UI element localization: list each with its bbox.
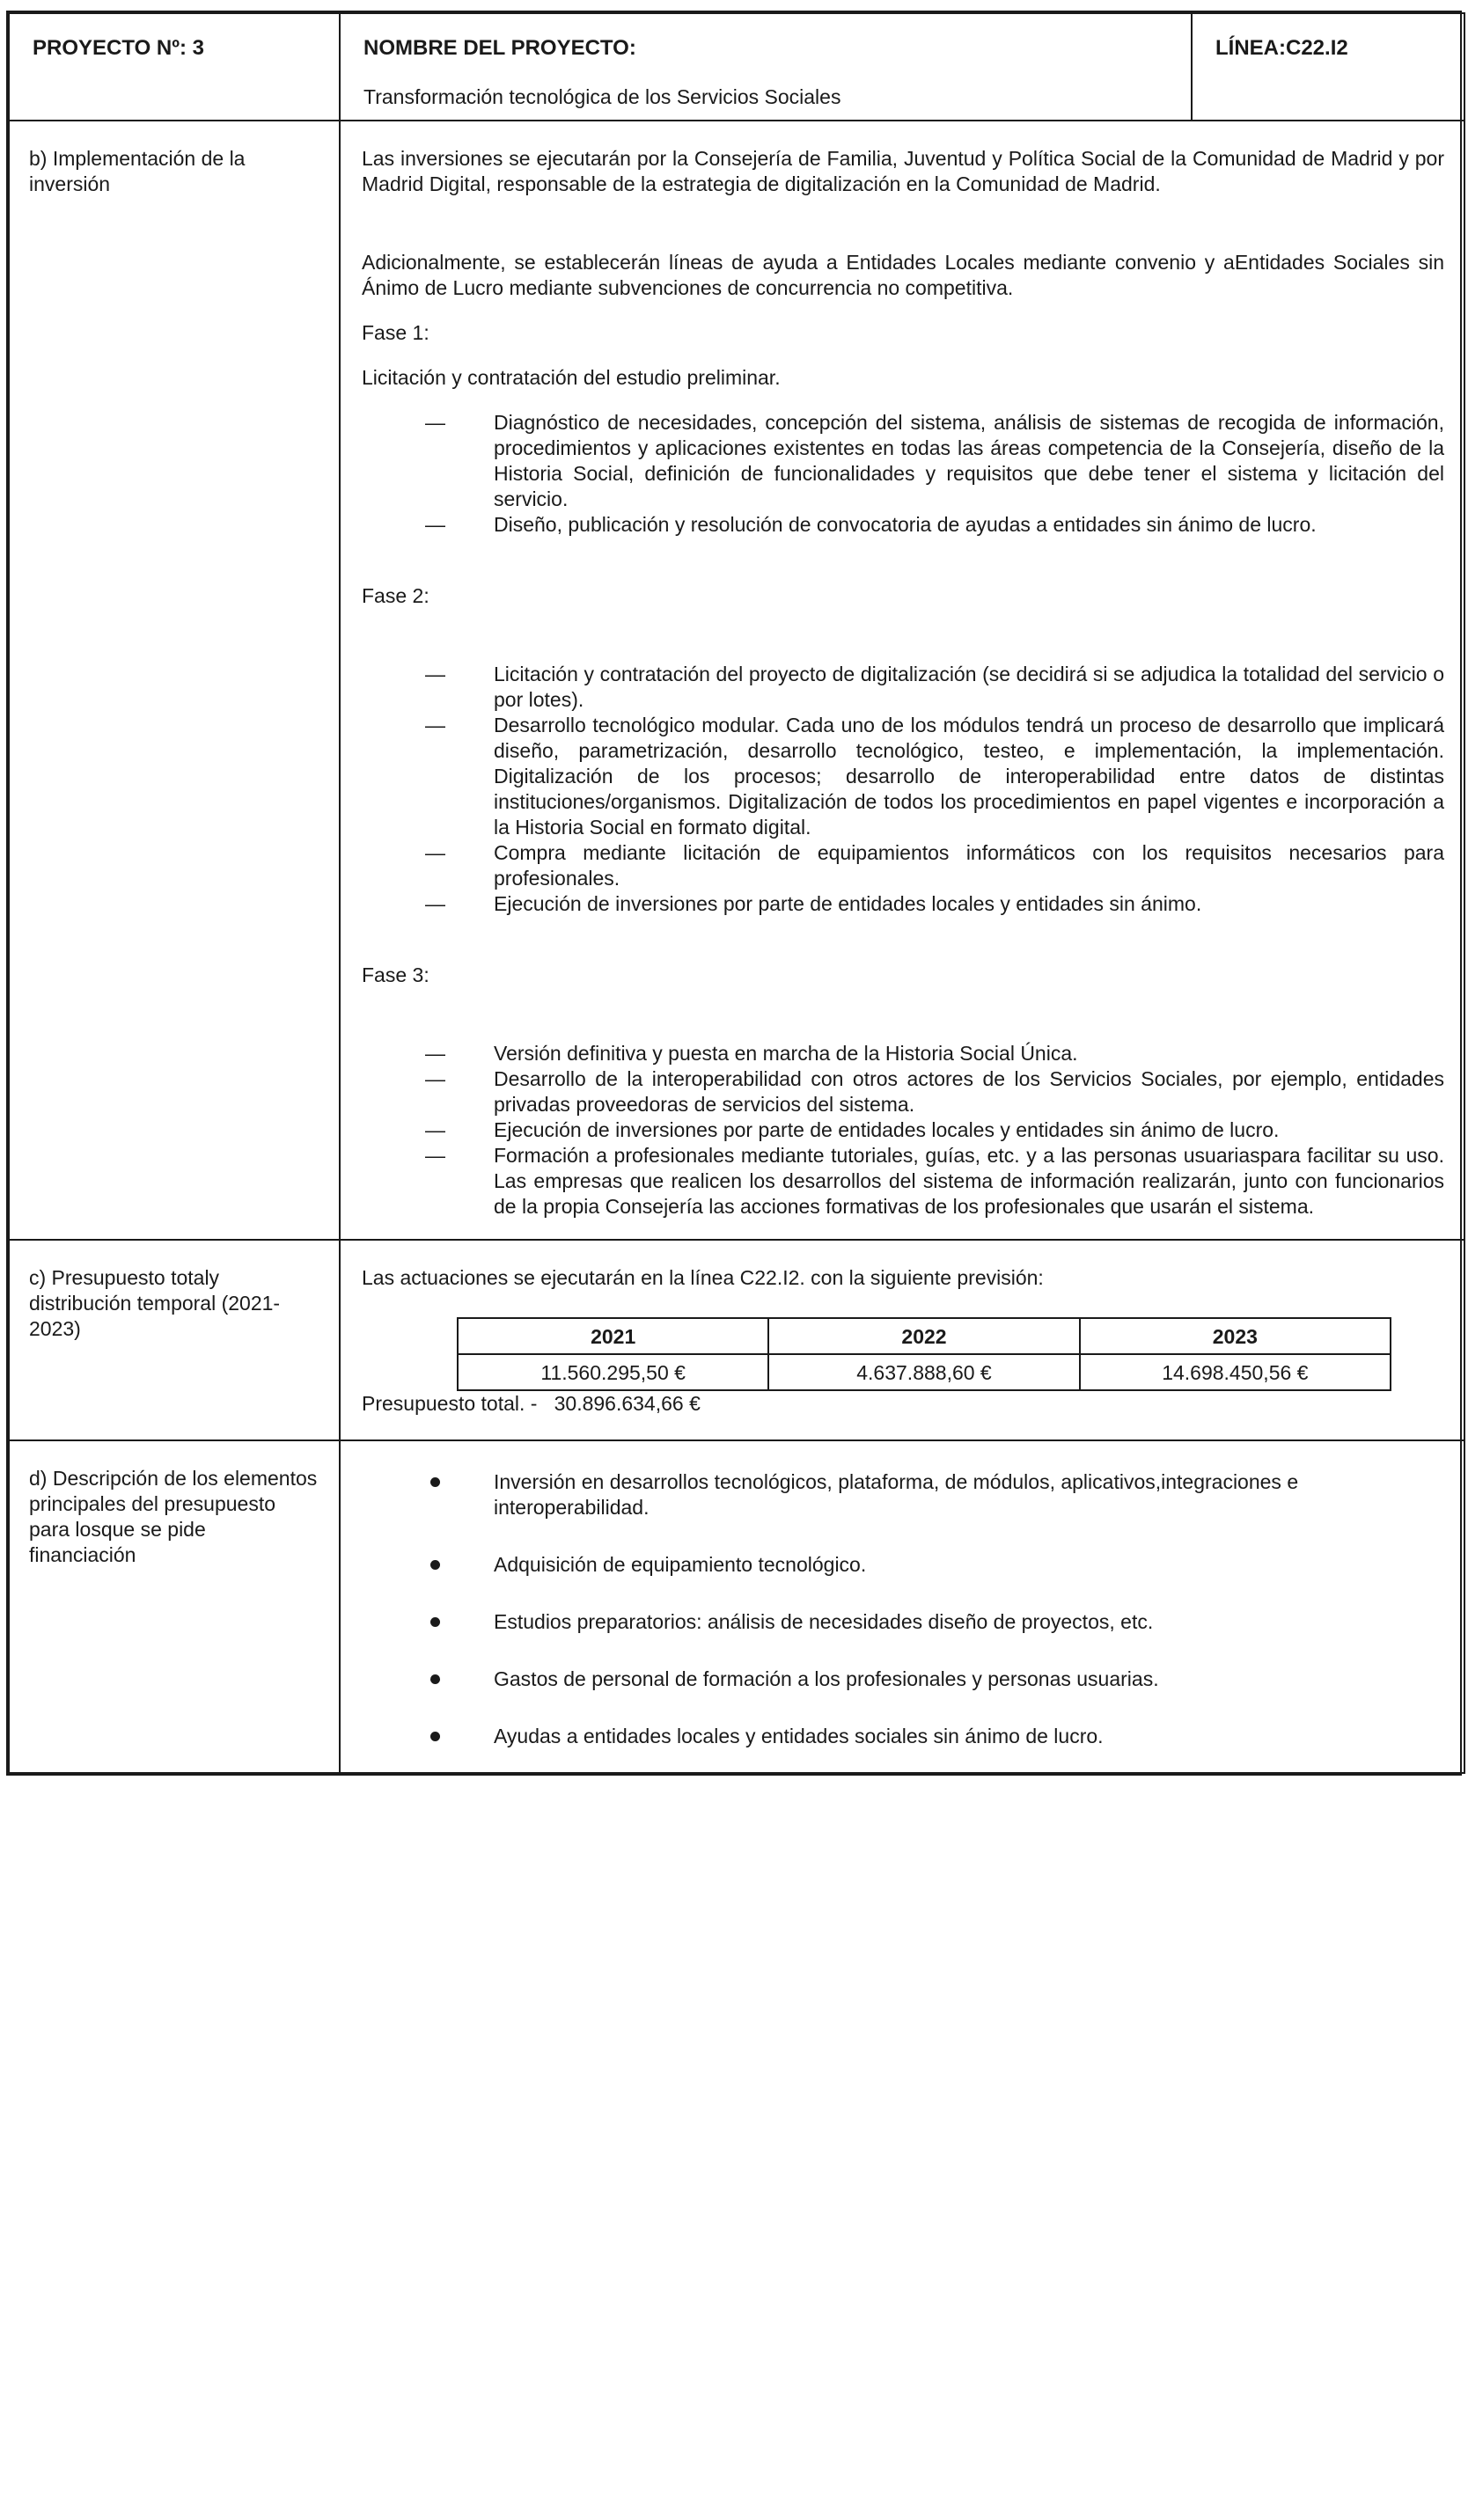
budget-total: Presupuesto total. - 30.896.634,66 € <box>362 1392 701 1415</box>
dash-mark: — <box>425 714 445 736</box>
phase2-list <box>362 662 1444 917</box>
budget-intro: Las actuaciones se ejecutarán en la línea C22.I2. con la siguiente previsión: <box>362 1266 1044 1289</box>
dash-mark: — <box>425 513 445 536</box>
dash-mark: — <box>425 1118 445 1141</box>
implementation-additional: Adicionalmente, se establecerán líneas de ayuda a Entidades Locales mediante convenio y aEntidades Sociales sin Ánimo de Lucro mediante subvenciones de concurrencia no competitiva. <box>362 251 1444 299</box>
list-item: — Diseño, publicación y resolución de convocatoria de ayudas a entidades sin ánimo de lucro. <box>425 513 1317 536</box>
implementation-content-cell <box>340 121 1464 1240</box>
amount-cell: 14.698.450,56 € <box>1080 1354 1391 1390</box>
dash-mark: — <box>425 663 445 685</box>
description-row <box>9 1440 1464 1773</box>
implementation-intro: Las inversiones se ejecutarán por la Consejería de Familia, Juventud y Política Social de la Comunidad de Madrid y por Madrid Digital, responsable de la estrategia de digitalización en la Comunidad de Madrid. <box>362 147 1444 195</box>
implementation-row <box>9 121 1464 1240</box>
phase3-title: Fase 3: <box>362 963 429 986</box>
header-row <box>9 13 1464 121</box>
phase2-title: Fase 2: <box>362 584 429 607</box>
budget-amount-row <box>458 1354 1391 1390</box>
project-name-label: NOMBRE DEL PROYECTO: <box>363 36 636 60</box>
implementation-label-cell <box>9 121 340 1240</box>
description-label-cell <box>9 1440 340 1773</box>
year-header: 2022 <box>768 1318 1079 1354</box>
list-item: — Diagnóstico de necesidades, concepción del sistema, análisis de sistemas de recogida de información, procedimientos y aplicaciones existentes en todas las áreas competencia de la Consejería, diseño de la Historia Social, definición de funcionalidades y requisitos que debe tener el sistema y licitación del servicio. <box>425 411 1444 510</box>
phase1-list <box>362 410 1444 538</box>
phase3-list <box>362 1041 1444 1220</box>
budget-row <box>9 1240 1464 1440</box>
bullet-icon <box>430 1674 440 1684</box>
list-item: Estudios preparatorios: análisis de necesidades diseño de proyectos, etc. <box>362 1609 1444 1635</box>
phase1-subtitle: Licitación y contratación del estudio preliminar. <box>362 366 781 389</box>
line-label: LÍNEA:C22.I2 <box>1215 36 1348 60</box>
dash-mark: — <box>425 1042 445 1065</box>
list-item: — Desarrollo tecnológico modular. Cada uno de los módulos tendrá un proceso de desarrollo que implicará diseño, parametrización, desarrollo tecnológico, testeo, e implementación, la implementación. Digitalización de los procesos; desarrollo de interoperabilidad entre datos de distintas instituciones/organismos. Digitalización de todos los procedimientos en papel vigentes e incorporación a la Historia Social en formato digital. <box>425 714 1444 839</box>
budget-header-row <box>458 1318 1391 1354</box>
budget-label: c) Presupuesto totaly distribución temporal (2021-2023) <box>29 1266 281 1340</box>
list-item: Gastos de personal de formación a los profesionales y personas usuarias. <box>362 1667 1444 1692</box>
list-item: — Licitación y contratación del proyecto de digitalización (se decidirá si se adjudica la totalidad del servicio o por lotes). <box>425 663 1444 711</box>
project-sheet <box>6 11 1462 1776</box>
dash-mark: — <box>425 1067 445 1090</box>
year-header: 2023 <box>1080 1318 1391 1354</box>
dash-mark: — <box>425 892 445 915</box>
bullet-icon <box>430 1477 440 1487</box>
project-name-cell <box>340 13 1192 121</box>
list-item: — Ejecución de inversiones por parte de entidades locales y entidades sin ánimo de lucro. <box>425 1118 1280 1141</box>
bullet-icon <box>430 1617 440 1627</box>
dash-mark: — <box>425 1144 445 1167</box>
list-item: — Desarrollo de la interoperabilidad con otros actores de los Servicios Sociales, por ejemplo, entidades privadas proveedoras de servicios del sistema. <box>425 1067 1444 1116</box>
dash-mark: — <box>425 841 445 864</box>
budget-label-cell <box>9 1240 340 1440</box>
description-content-cell <box>340 1440 1464 1773</box>
list-item: Adquisición de equipamiento tecnológico. <box>362 1552 1444 1578</box>
description-label: d) Descripción de los elementos principales del presupuesto para losque se pide financiación <box>29 1467 318 1566</box>
implementation-label: b) Implementación de la inversión <box>29 147 246 195</box>
amount-cell: 11.560.295,50 € <box>458 1354 768 1390</box>
bullet-icon <box>430 1732 440 1741</box>
project-name: Transformación tecnológica de los Servicios Sociales <box>363 85 841 108</box>
amount-cell: 4.637.888,60 € <box>768 1354 1079 1390</box>
dash-mark: — <box>425 411 445 434</box>
project-table <box>8 12 1465 1774</box>
phase1-title: Fase 1: <box>362 321 429 344</box>
year-header: 2021 <box>458 1318 768 1354</box>
project-number-cell <box>9 13 340 121</box>
list-item: — Ejecución de inversiones por parte de entidades locales y entidades sin ánimo. <box>425 892 1202 915</box>
list-item: Inversión en desarrollos tecnológicos, plataforma, de módulos, aplicativos,integraciones e interoperabilidad. <box>362 1469 1444 1520</box>
project-number-label: PROYECTO Nº: 3 <box>33 36 205 60</box>
budget-table <box>457 1317 1391 1391</box>
line-cell <box>1192 13 1464 121</box>
budget-content-cell <box>340 1240 1464 1440</box>
list-item: Ayudas a entidades locales y entidades sociales sin ánimo de lucro. <box>362 1724 1444 1749</box>
list-item: — Formación a profesionales mediante tutoriales, guías, etc. y a las personas usuariaspara facilitar su uso. Las empresas que realicen los desarrollos del sistema de información realizarán, junto con funcionarios de la propia Consejería las acciones formativas de los profesionales que usarán el sistema. <box>425 1144 1444 1218</box>
description-list <box>362 1469 1444 1749</box>
list-item: — Compra mediante licitación de equipamientos informáticos con los requisitos necesarios para profesionales. <box>425 841 1444 890</box>
list-item: — Versión definitiva y puesta en marcha de la Historia Social Única. <box>425 1042 1078 1065</box>
bullet-icon <box>430 1560 440 1570</box>
